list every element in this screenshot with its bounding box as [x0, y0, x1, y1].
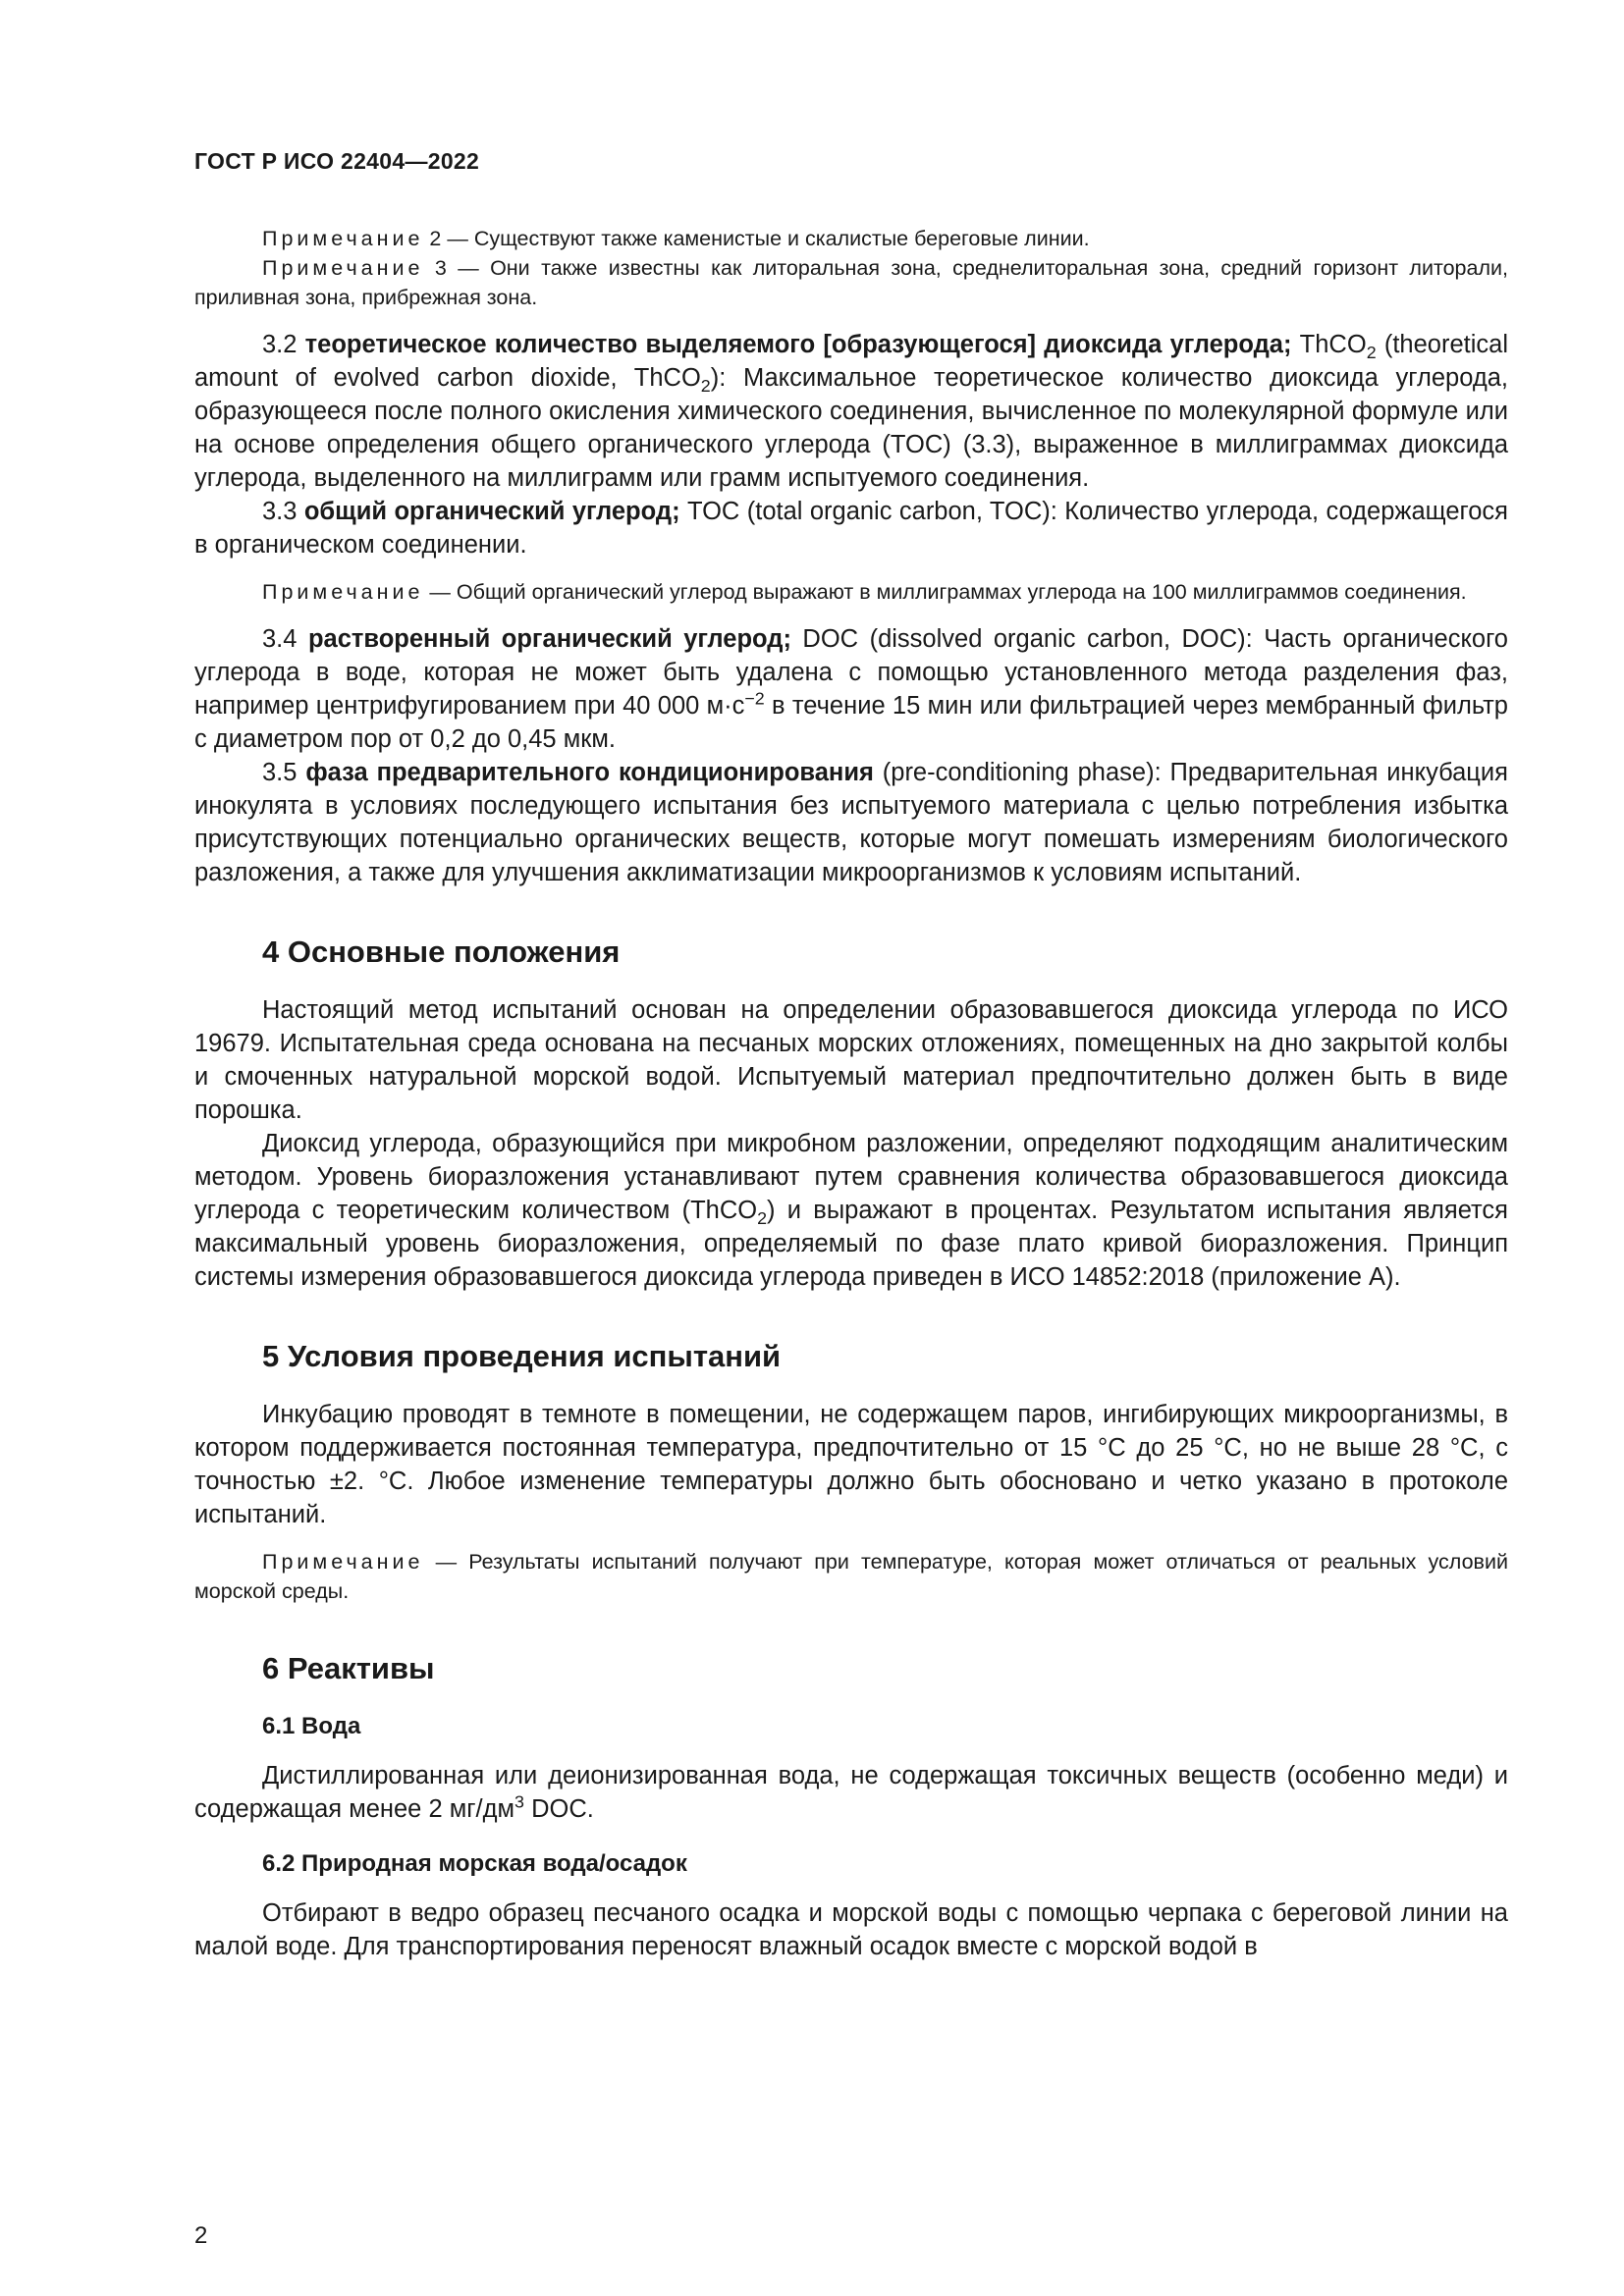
definition-3-2: 3.2 теоретическое количество выделяемого [образующегося] диоксида углерода; ThCO$_2$ (theoretical amount of evolved carbon dioxide, ThCO$_2$): Максимальное теоретическое количество диоксида углерода, образующееся после полного окисления химического соединения, вычисленное по молекулярной формуле или на основе определения общего органического углерода (TOC) (3.3), выраженное в миллиграммах диоксида углерода, выделенного на миллиграмм или грамм испытуемого соединения.: [194, 331, 1508, 492]
section-4-paragraph-2: Диоксид углерода, образующийся при микробном разложении, определяют подходящим аналитическим методом. Уровень биоразложения устанавливают путем сравнения количества образовавшегося диоксида углерода с теоретическим количеством (ThCO$_2$) и выражают в процентах. Результатом испытания является максимальный уровень биоразложения, определяемый по фазе плато кривой биоразложения. Принцип системы измерения образовавшегося диоксида углерода приведен в ИСО 14852:2018 (приложение А).: [194, 1130, 1508, 1291]
definition-3-4: 3.4 растворенный органический углерод; DOC (dissolved organic carbon, DOC): Часть органического углерода в воде, которая не может быть удалена с помощью установленного метода разделения фаз, например центрифугированием при 40 000 $м\cdot с^{-2}$ в течение 15 мин или фильтрацией через мембранный фильтр с диаметром пор от 0,2 до 0,45 мкм.: [194, 625, 1508, 753]
page-content: [194, 224, 1508, 1963]
definition-3-3: 3.3 общий органический углерод; TOC (total organic carbon, TOC): Количество углерода, содержащегося в органическом соединении.: [194, 498, 1508, 559]
note-3: Примечание 3 — Они также известны как литоральная зона, среднелиторальная зона, средний горизонт литорали, приливная зона, прибрежная зона.: [194, 256, 1508, 309]
document-header: ГОСТ Р ИСО 22404—2022: [194, 148, 480, 174]
note-total-organic-carbon: Примечание — Общий органический углерод выражают в миллиграммах углерода на 100 миллиграммов соединения.: [262, 580, 1467, 604]
section-6-title: 6 Реактивы: [262, 1651, 435, 1685]
section-4-title: 4 Основные положения: [262, 934, 621, 969]
subsection-6-2-text: Отбирают в ведро образец песчаного осадка и морской воды с помощью черпака с береговой линии на малой воде. Для транспортирования переносят влажный осадок вместе с морской водой в: [194, 1899, 1508, 1960]
subsection-6-1-text: Дистиллированная или деионизированная вода, не содержащая токсичных веществ (особенно меди) и содержащая менее 2 $мг/дм^3$ DOC.: [194, 1762, 1508, 1823]
note-2: Примечание 2 — Существуют также каменистые и скалистые береговые линии.: [262, 227, 1090, 250]
section-4-paragraph-1: Настоящий метод испытаний основан на определении образовавшегося диоксида углерода по ИСО 19679. Испытательная среда основана на песчаных морских отложениях, помещенных на дно закрытой колбы и смоченных натуральной морской водой. Испытуемый материал предпочтительно должен быть в виде порошка.: [194, 996, 1508, 1124]
section-5-paragraph: Инкубацию проводят в темноте в помещении, не содержащем паров, ингибирующих микроорганизмы, в котором поддерживается постоянная температура, предпочтительно от 15 °C до 25 °C, но не выше 28 °C, с точностью ±2. °C. Любое изменение температуры должно быть обосновано и четко указано в протоколе испытаний.: [194, 1401, 1508, 1528]
definition-3-5: 3.5 фаза предварительного кондиционирования (pre-conditioning phase): Предварительная инкубация инокулята в условиях последующего испытания без испытуемого материала с целью потребления избытка присутствующих потенциально органических веществ, которые могут помешать измерениям биологического разложения, а также для улучшения акклиматизации микроорганизмов к условиям испытаний.: [194, 759, 1508, 886]
section-5-note: Примечание — Результаты испытаний получают при температуре, которая может отличаться от реальных условий морской среды.: [194, 1550, 1508, 1603]
subsection-6-2-title: 6.2 Природная морская вода/осадок: [262, 1850, 687, 1877]
page-number: 2: [194, 2222, 208, 2249]
subsection-6-1-title: 6.1 Вода: [262, 1713, 361, 1739]
section-5-title: 5 Условия проведения испытаний: [262, 1339, 782, 1373]
